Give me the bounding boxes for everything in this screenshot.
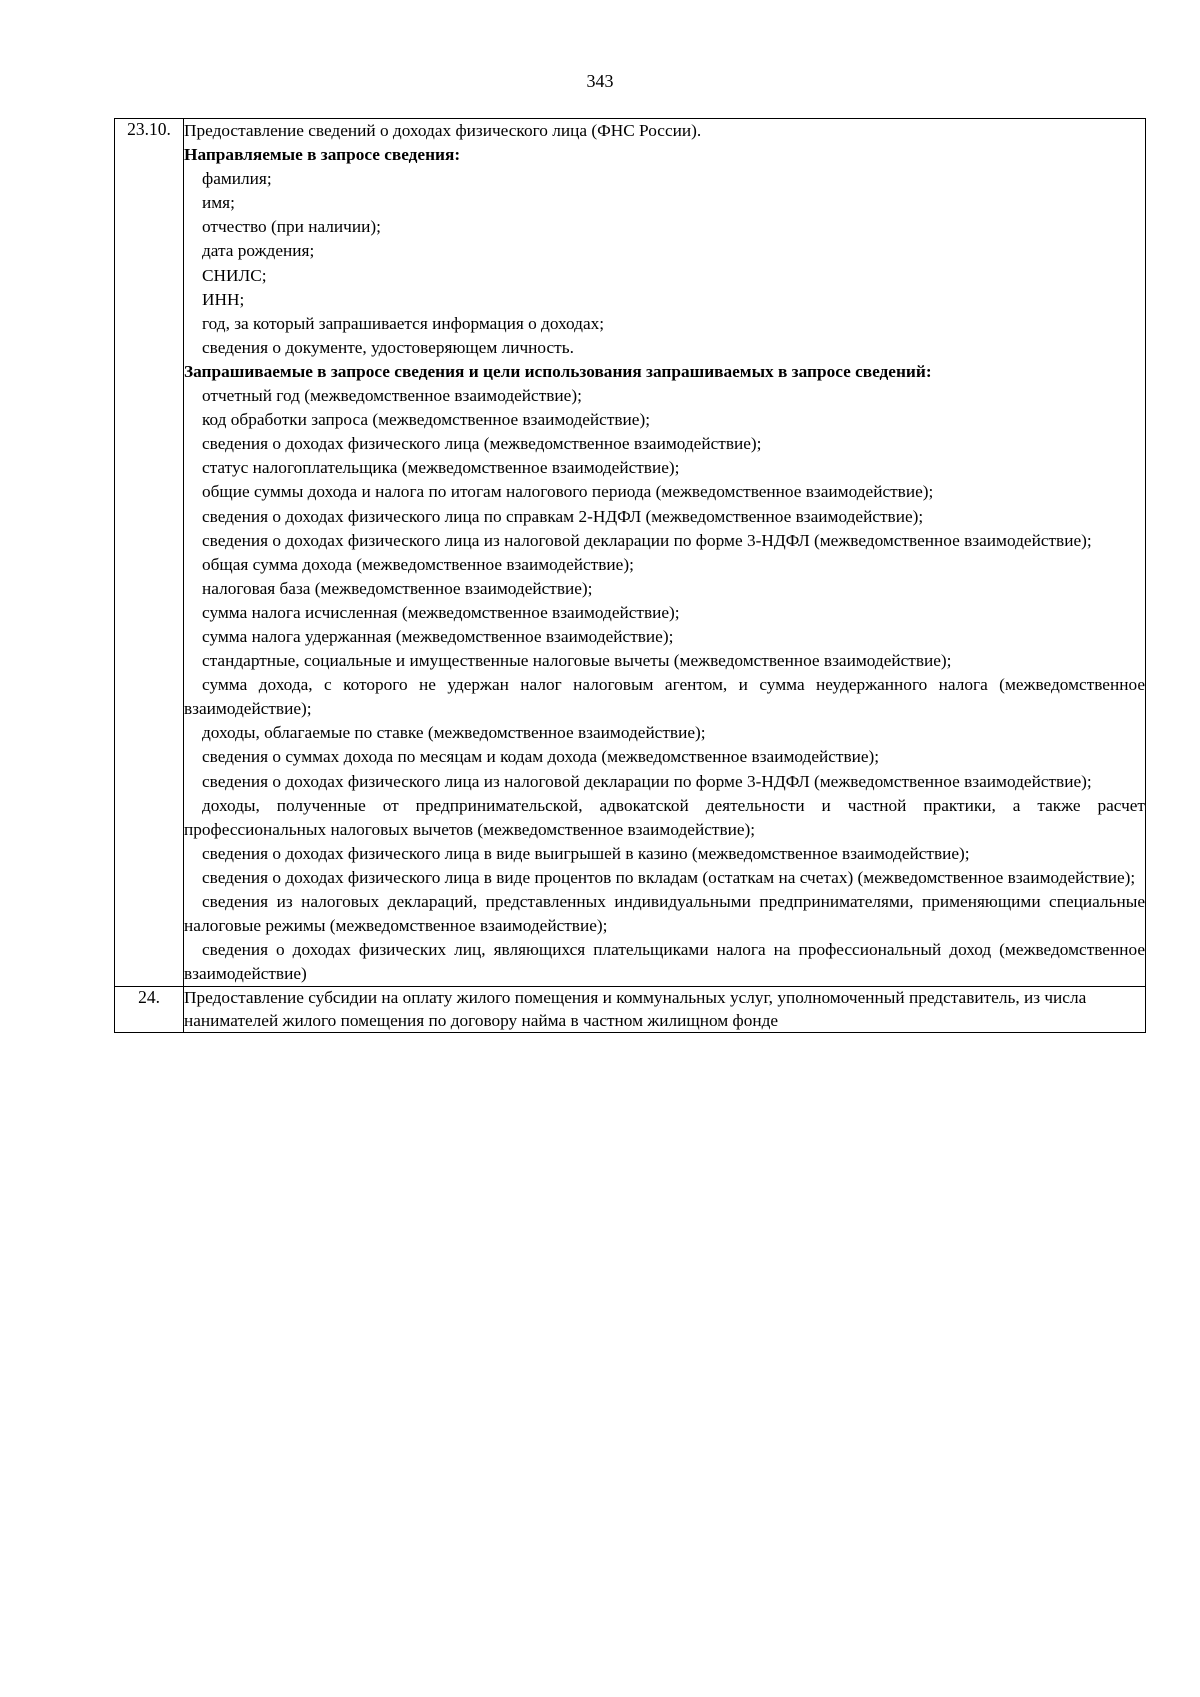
list-item: сведения о доходах физического лица (межведомственное взаимодействие); <box>202 434 762 454</box>
list-item: отчество (при наличии); <box>202 217 381 237</box>
list-item: сведения о доходах физического лица из налоговой декларации по форме 3-НДФЛ (межведомственное взаимодействие); <box>202 530 1092 550</box>
list-item: ИНН; <box>202 289 245 309</box>
list-item: код обработки запроса (межведомственное взаимодействие); <box>202 410 651 430</box>
list-item: фамилия; <box>202 169 272 189</box>
row-number: 24. <box>115 987 184 1033</box>
list-item: сведения о суммах дохода по месяцам и кодам дохода (межведомственное взаимодействие); <box>202 747 880 767</box>
list-item: статус налогоплательщика (межведомственное взаимодействие); <box>202 458 680 478</box>
list-item: сведения о доходах физического лица по справкам 2-НДФЛ (межведомственное взаимодействие); <box>202 506 924 526</box>
list-item: СНИЛС; <box>202 265 267 285</box>
service-title: Предоставление сведений о доходах физического лица (ФНС России). <box>184 121 702 140</box>
list-item: сведения о доходах физического лица из налоговой декларации по форме 3-НДФЛ (межведомственное взаимодействие); <box>202 771 1092 791</box>
list-item: сведения о доходах физических лиц, являющихся плательщиками налога на профессиональный доход (межведомственное взаимодействие) <box>184 940 1145 984</box>
row-content <box>184 987 1146 1033</box>
table-row <box>115 119 1146 987</box>
list-item: дата рождения; <box>202 241 315 261</box>
services-table <box>114 118 1146 1033</box>
list-item: год, за который запрашивается информация о доходах; <box>202 313 605 333</box>
list-item: сведения о документе, удостоверяющем личность. <box>202 337 574 357</box>
list-item: имя; <box>202 193 235 213</box>
list-item: сведения о доходах физического лица в виде выигрышей в казино (межведомственное взаимодействие); <box>202 843 970 863</box>
list-item: доходы, облагаемые по ставке (межведомственное взаимодействие); <box>202 723 706 743</box>
row-content <box>184 119 1146 987</box>
list-item: общие суммы дохода и налога по итогам налогового периода (межведомственное взаимодействие); <box>202 482 934 502</box>
table-row <box>115 987 1146 1033</box>
list-item: налоговая база (межведомственное взаимодействие); <box>202 578 593 598</box>
list-item: стандартные, социальные и имущественные налоговые вычеты (межведомственное взаимодействие); <box>202 651 952 671</box>
service-title: Предоставление субсидии на оплату жилого помещения и коммунальных услуг, уполномоченный представитель, из числа нанимателей жилого помещения по договору найма в частном жилищном фонде <box>184 988 1087 1030</box>
list-item: доходы, полученные от предпринимательской, адвокатской деятельности и частной практики, а также расчет профессиональных налоговых вычетов (межведомственное взаимодействие); <box>184 795 1145 839</box>
list-item: сумма дохода, с которого не удержан налог налоговым агентом, и сумма неудержанного налога (межведомственное взаимодействие); <box>184 675 1145 719</box>
response-heading: Запрашиваемые в запросе сведения и цели использования запрашиваемых в запросе сведений: <box>184 361 932 381</box>
list-item: сумма налога исчисленная (межведомственное взаимодействие); <box>202 602 680 622</box>
list-item: общая сумма дохода (межведомственное взаимодействие); <box>202 554 634 574</box>
list-item: сведения из налоговых деклараций, представленных индивидуальными предпринимателями, применяющими специальные налоговые режимы (межведомственное взаимодействие); <box>184 892 1145 936</box>
request-heading: Направляемые в запросе сведения: <box>184 145 461 165</box>
list-item: отчетный год (межведомственное взаимодействие); <box>202 386 582 406</box>
page-number: 343 <box>586 71 614 91</box>
list-item: сведения о доходах физического лица в виде процентов по вкладам (остаткам на счетах) (межведомственное взаимодействие); <box>202 867 1136 887</box>
row-number: 23.10. <box>115 119 184 987</box>
list-item: сумма налога удержанная (межведомственное взаимодействие); <box>202 626 674 646</box>
